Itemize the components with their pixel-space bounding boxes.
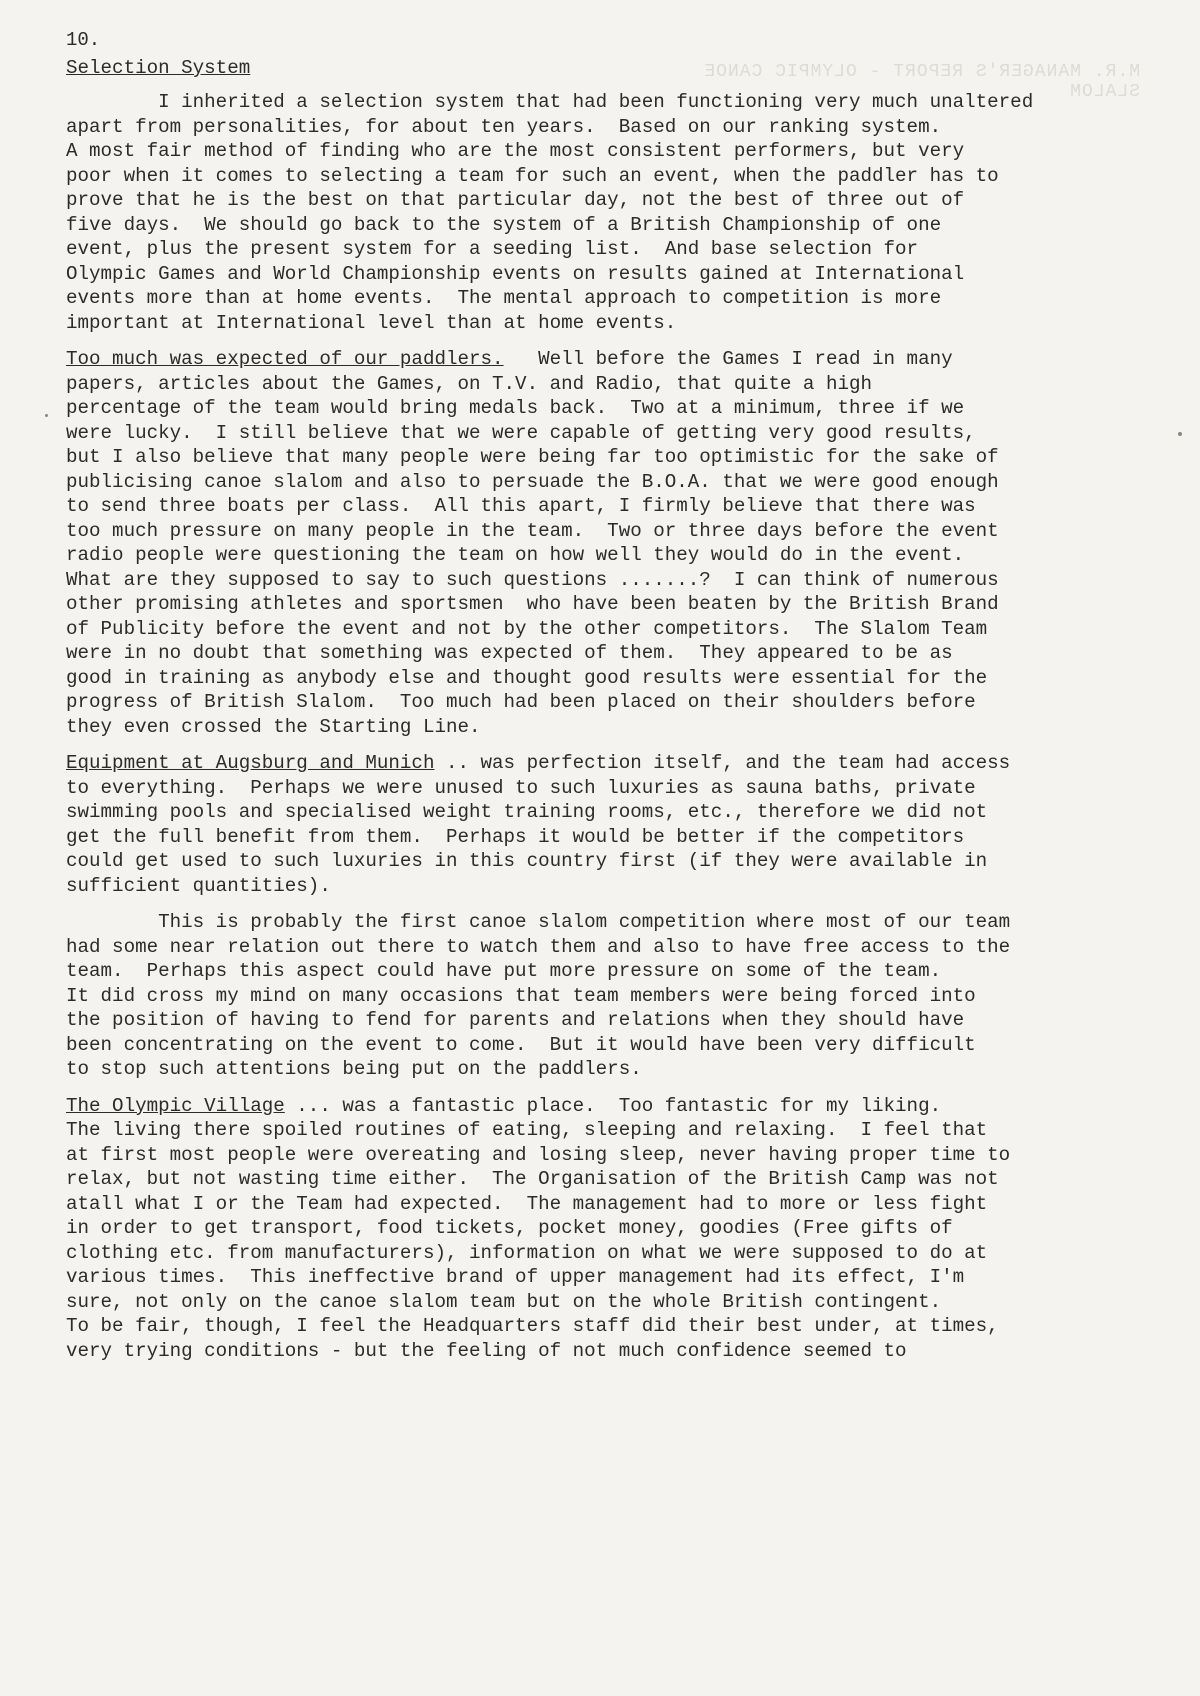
text-line: good in training as anybody else and thought good results were essential for the: [66, 666, 988, 689]
paragraph-lead-heading: Too much was expected of our paddlers.: [66, 348, 504, 370]
text-line: but I also believe that many people were being far too optimistic for the sake of: [66, 446, 999, 468]
text-line: been concentrating on the event to come. But it would have been very difficult: [66, 1033, 976, 1056]
text-line-rest: .. was perfection itself, and the team had access: [434, 752, 1011, 774]
text-line: various times. This ineffective brand of upper management had its effect, I'm: [66, 1266, 965, 1288]
text-line: could get used to such luxuries in this country first (if they were available in: [66, 850, 988, 872]
text-line: [66, 347, 1076, 372]
page-number: 10.: [66, 29, 101, 51]
text-line: get the full benefit from them. Perhaps it would be better if the competitors: [66, 825, 965, 848]
text-line: I inherited a selection system that had been functioning very much unaltered: [66, 91, 1034, 113]
text-line: progress of British Slalom. Too much had been placed on their shoulders before: [66, 691, 976, 713]
text-line: very trying conditions - but the feeling of not much confidence seemed to: [66, 1339, 907, 1362]
text-line: sufficient quantities).: [66, 874, 331, 897]
text-line: Olympic Games and World Championship events on results gained at International: [66, 262, 965, 285]
text-line: apart from personalities, for about ten years. Based on our ranking system.: [66, 115, 942, 138]
bleed-through-text: M.R. MANAGER'S REPORT - OLYMPIC CANOE SLALOM: [703, 62, 1140, 102]
text-line: swimming pools and specialised weight training rooms, etc., therefore we did not: [66, 801, 988, 823]
text-line: event, plus the present system for a seeding list. And base selection for: [66, 238, 919, 260]
text-line: [66, 1094, 1076, 1119]
punch-mark: [45, 414, 48, 417]
text-line: other promising athletes and sportsmen who have been beaten by the British Brand: [66, 593, 999, 615]
text-line: This is probably the first canoe slalom competition where most of our team: [66, 911, 1011, 933]
text-line: in order to get transport, food tickets, pocket money, goodies (Free gifts of: [66, 1217, 953, 1239]
text-line: clothing etc. from manufacturers), information on what we were supposed to do at: [66, 1241, 988, 1264]
text-line: the position of having to fend for parents and relations when they should have: [66, 1009, 965, 1031]
text-line: percentage of the team would bring medals back. Two at a minimum, three if we: [66, 397, 965, 419]
text-line: To be fair, though, I feel the Headquarters staff did their best under, at times,: [66, 1315, 999, 1337]
paragraph: [66, 347, 1076, 739]
text-line: papers, articles about the Games, on T.V. and Radio, that quite a high: [66, 372, 873, 395]
paragraph: [66, 90, 1076, 335]
text-line: were in no doubt that something was expected of them. They appeared to be as: [66, 642, 953, 664]
text-line: radio people were questioning the team on how well they would do in the event.: [66, 544, 965, 566]
paragraph: [66, 910, 1076, 1082]
text-line: events more than at home events. The mental approach to competition is more: [66, 287, 942, 309]
text-line: prove that he is the best on that particular day, not the best of three out of: [66, 189, 965, 211]
text-line: to send three boats per class. All this apart, I firmly believe that there was: [66, 495, 976, 517]
text-line: poor when it comes to selecting a team for such an event, when the paddler has to: [66, 164, 999, 187]
punch-mark: [1178, 432, 1182, 436]
text-line: at first most people were overeating and losing sleep, never having proper time to: [66, 1143, 1011, 1166]
text-line: [66, 751, 1076, 776]
text-line-rest: ... was a fantastic place. Too fantastic for my liking.: [284, 1094, 942, 1117]
text-line: had some near relation out there to watch them and also to have free access to the: [66, 935, 1011, 958]
text-line: to stop such attentions being put on the paddlers.: [66, 1058, 642, 1080]
text-line: What are they supposed to say to such questions .......? I can think of numerous: [66, 568, 999, 591]
text-line: A most fair method of finding who are the most consistent performers, but very: [66, 140, 965, 162]
text-line: they even crossed the Starting Line.: [66, 715, 481, 738]
text-line-rest: Well before the Games I read in many: [503, 348, 953, 370]
text-line: team. Perhaps this aspect could have put more pressure on some of the team.: [66, 960, 942, 982]
paragraph: [66, 1094, 1076, 1364]
text-line: sure, not only on the canoe slalom team but on the whole British contingent.: [66, 1290, 942, 1313]
text-line: relax, but not wasting time either. The Organisation of the British Camp was not: [66, 1168, 999, 1190]
text-line: five days. We should go back to the system of a British Championship of one: [66, 213, 942, 236]
text-line: were lucky. I still believe that we were capable of getting very good results,: [66, 421, 976, 444]
paragraph-lead-heading: The Olympic Village: [66, 1094, 285, 1117]
text-line: of Publicity before the event and not by the other competitors. The Slalom Team: [66, 617, 988, 640]
text-line: important at International level than at home events.: [66, 311, 677, 334]
text-line: publicising canoe slalom and also to persuade the B.O.A. that we were good enough: [66, 470, 999, 493]
text-line: It did cross my mind on many occasions that team members were being forced into: [66, 984, 976, 1007]
document-body: [66, 28, 1076, 1375]
paragraph-lead-heading: Equipment at Augsburg and Munich: [66, 752, 435, 774]
text-line: too much pressure on many people in the team. Two or three days before the event: [66, 519, 999, 542]
text-line: atall what I or the Team had expected. The management had to more or less fight: [66, 1192, 988, 1215]
section-heading: Selection System: [66, 57, 251, 79]
paragraph-container: [66, 90, 1076, 1363]
text-line: The living there spoiled routines of eating, sleeping and relaxing. I feel that: [66, 1119, 988, 1141]
text-line: to everything. Perhaps we were unused to such luxuries as sauna baths, private: [66, 776, 976, 799]
paragraph: [66, 751, 1076, 898]
